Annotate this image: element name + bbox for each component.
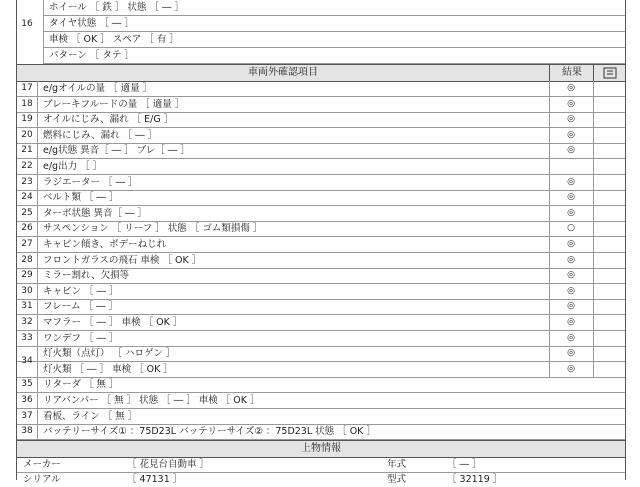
exterior-header-title: 車両外確認項目 — [248, 67, 318, 78]
table-row — [17, 409, 625, 425]
result-mark: ◎ — [567, 317, 575, 327]
inspection-sheet — [16, 0, 626, 485]
result-mark: ◎ — [567, 83, 575, 93]
item-text: ラジエーター ［ ― ］ — [43, 176, 138, 188]
item-text: 灯火類（点灯） ［ ハロゲン ］ — [43, 348, 176, 360]
row-number: 22 — [21, 161, 33, 171]
row-number: 32 — [21, 317, 33, 327]
item-text: e/g出力 ［ ］ — [43, 161, 103, 172]
table-row — [17, 253, 625, 269]
result-mark: ◎ — [567, 301, 575, 312]
result-mark: ◎ — [567, 332, 575, 343]
model-label: 型式 — [387, 474, 407, 485]
item-text: 灯火類 ［ ― ］ 車検 ［ OK ］ — [43, 363, 173, 375]
table-row — [17, 190, 625, 206]
item-text: ベルト類 ［ ― ］ — [43, 192, 119, 204]
row-number: 24 — [21, 192, 33, 203]
row-number: 25 — [21, 207, 33, 218]
year-value: ［ ― ］ — [447, 459, 482, 470]
row-number: 26 — [21, 223, 33, 234]
result-mark: ◎ — [567, 207, 575, 218]
table-row — [17, 112, 625, 128]
row-number: 36 — [21, 395, 33, 405]
item-text: キャビン傾き、ボデーねじれ — [43, 239, 167, 250]
row-number: 33 — [21, 332, 33, 343]
result-header: 結果 — [549, 65, 594, 81]
row-number: 16 — [21, 19, 33, 29]
serial-value: ［ 47131 ］ — [127, 474, 183, 485]
item-text: リターダ ［ 無 ］ — [43, 379, 119, 391]
result-mark: ◎ — [567, 114, 575, 125]
table-row — [17, 128, 625, 144]
row-number: 20 — [21, 129, 33, 140]
item-text: リアバンパー ［ 無 ］ 状態 ［ ― ］ 車検 ［ OK ］ — [43, 395, 260, 406]
wheel-line: ホイール ［ 鉄 ］ 状態 ［ ― ］ — [49, 2, 184, 13]
result-mark: ◎ — [567, 239, 575, 249]
item-text: フレーム ［ ― ］ — [43, 301, 119, 313]
item-text: ターボ状態 異音［ ― ］ — [43, 207, 148, 219]
table-row — [17, 377, 625, 393]
table-row — [17, 284, 625, 300]
row-number: 27 — [21, 239, 33, 249]
table-row — [17, 315, 625, 331]
table-row — [17, 299, 625, 315]
item-text: キャビン ［ ― ］ — [43, 285, 119, 297]
model-value: ［ 32119 ］ — [447, 474, 503, 485]
maker-value: ［ 花見台自動車 ］ — [127, 459, 210, 470]
result-mark: ◎ — [567, 363, 575, 374]
result-mark: ◎ — [567, 348, 575, 359]
table-row — [17, 97, 625, 113]
result-mark: ◎ — [567, 129, 575, 140]
item-text: バッテリーサイズ① ：75D23L バッテリーサイズ② ：75D23L 状態 ［ OK ］ — [43, 426, 376, 438]
item-text: ワンデフ ［ ― ］ — [43, 332, 119, 344]
table-row — [17, 346, 625, 362]
year-label: 年式 — [387, 459, 407, 470]
item-text: ミラー割れ、欠損等 — [43, 270, 130, 282]
table-row — [17, 237, 625, 253]
table-row — [17, 81, 625, 97]
item-text: 燃料にじみ、漏れ ［ ― ］ — [43, 129, 158, 141]
table-row — [17, 143, 625, 159]
exterior-header — [17, 64, 625, 82]
row-number: 21 — [21, 145, 33, 156]
row-number: 19 — [21, 114, 33, 125]
table-row — [17, 221, 625, 237]
memo-icon — [593, 65, 626, 81]
body-info-row — [17, 457, 625, 473]
item-text: マフラー ［ ― ］ 車検 ［ OK ］ — [43, 317, 183, 328]
row-number: 30 — [21, 285, 33, 296]
row-number: 29 — [21, 270, 33, 281]
table-row — [17, 331, 625, 347]
inspection-spare-line: 車検 ［ OK ］ スペア ［ 有 ］ — [49, 34, 179, 45]
table-row — [17, 206, 625, 222]
result-mark: ◎ — [567, 192, 575, 203]
result-mark: ◎ — [567, 285, 575, 296]
pattern-line: パターン ［ タテ ］ — [49, 50, 134, 61]
item-text: フロントガラスの飛石 車検 ［ OK ］ — [43, 254, 202, 266]
row-number: 34 — [21, 356, 33, 367]
row-number: 17 — [21, 83, 33, 93]
row-number: 28 — [21, 254, 33, 265]
body-info-title: 上物情報 — [301, 443, 341, 454]
row-number: 37 — [21, 410, 33, 421]
item-text: ブレーキフルードの量 ［ 適量 ］ — [43, 98, 185, 110]
row-number: 35 — [21, 379, 33, 390]
item-text: e/gオイルの量 ［ 適量 ］ — [43, 83, 153, 94]
maker-label: メーカー — [23, 459, 61, 470]
row-number: 18 — [21, 98, 33, 109]
table-row — [17, 393, 625, 409]
result-mark: ◎ — [567, 98, 575, 109]
result-mark: ◎ — [567, 254, 575, 265]
table-row — [17, 268, 625, 284]
serial-label: シリアル — [23, 474, 61, 485]
result-mark: ◎ — [567, 176, 575, 187]
table-row — [17, 424, 625, 440]
table-row — [17, 362, 625, 378]
item-text: e/g状態 異音［ ― ］ ブレ［ ― ］ — [43, 145, 190, 157]
item-text: 看板、ライン ［ 無 ］ — [43, 410, 138, 422]
item-text: サスペンション ［ リーフ ］ 状態 ［ ゴム類損傷 ］ — [43, 223, 263, 235]
body-info-header — [17, 440, 625, 458]
result-mark: ◎ — [567, 270, 575, 281]
row-number: 31 — [21, 301, 33, 312]
item-text: オイルにじみ、漏れ ［ E/G ］ — [43, 114, 174, 126]
result-mark: ○ — [567, 223, 575, 234]
tire-line: タイヤ状態 ［ ― ］ — [49, 18, 134, 29]
row-number: 38 — [21, 426, 33, 437]
table-row — [17, 175, 625, 191]
result-mark: ◎ — [567, 145, 575, 156]
row-number: 23 — [21, 176, 33, 187]
table-row — [17, 159, 625, 175]
